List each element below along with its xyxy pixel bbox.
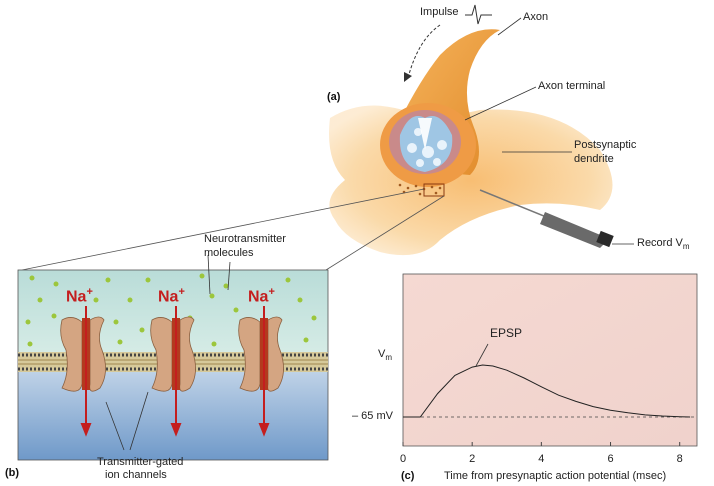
x-tick-label: 6 [607,453,614,465]
x-tick-label: 8 [676,453,683,465]
baseline-label: – 65 mV [352,410,393,422]
x-tick-label: 2 [469,453,476,465]
x-tick-label: 0 [399,453,407,465]
na-ion-label-3: Na+ [248,286,275,306]
y-axis-label: $V_m$ [378,348,393,363]
x-axis-label: Time from presynaptic action potential (msec) [444,470,667,482]
panel-a-letter: (a) [327,91,341,103]
na-ion-label-1: Na+ [66,286,93,306]
axon-terminal-label: Axon terminal [538,80,606,92]
postsynaptic-label: Postsynaptic [574,139,637,151]
chart-plot-area [403,274,697,446]
molecules-label: molecules [204,247,254,259]
axon-label: Axon [523,11,549,23]
ion-channels-label: ion channels [105,469,167,481]
epsp-label: EPSP [490,326,523,340]
neurotransmitter-label: Neurotransmitter [204,233,286,245]
panel-c-letter: (c) [401,470,415,482]
x-tick-label: 4 [538,453,545,465]
impulse-label: Impulse [420,6,459,18]
record-vm-label: Record $V_m$ [637,237,690,252]
dendrite-label: dendrite [574,153,614,165]
panel-b-letter: (b) [5,467,20,479]
na-ion-label-2: Na+ [158,286,185,306]
channels-label: Transmitter-gated [97,456,184,468]
